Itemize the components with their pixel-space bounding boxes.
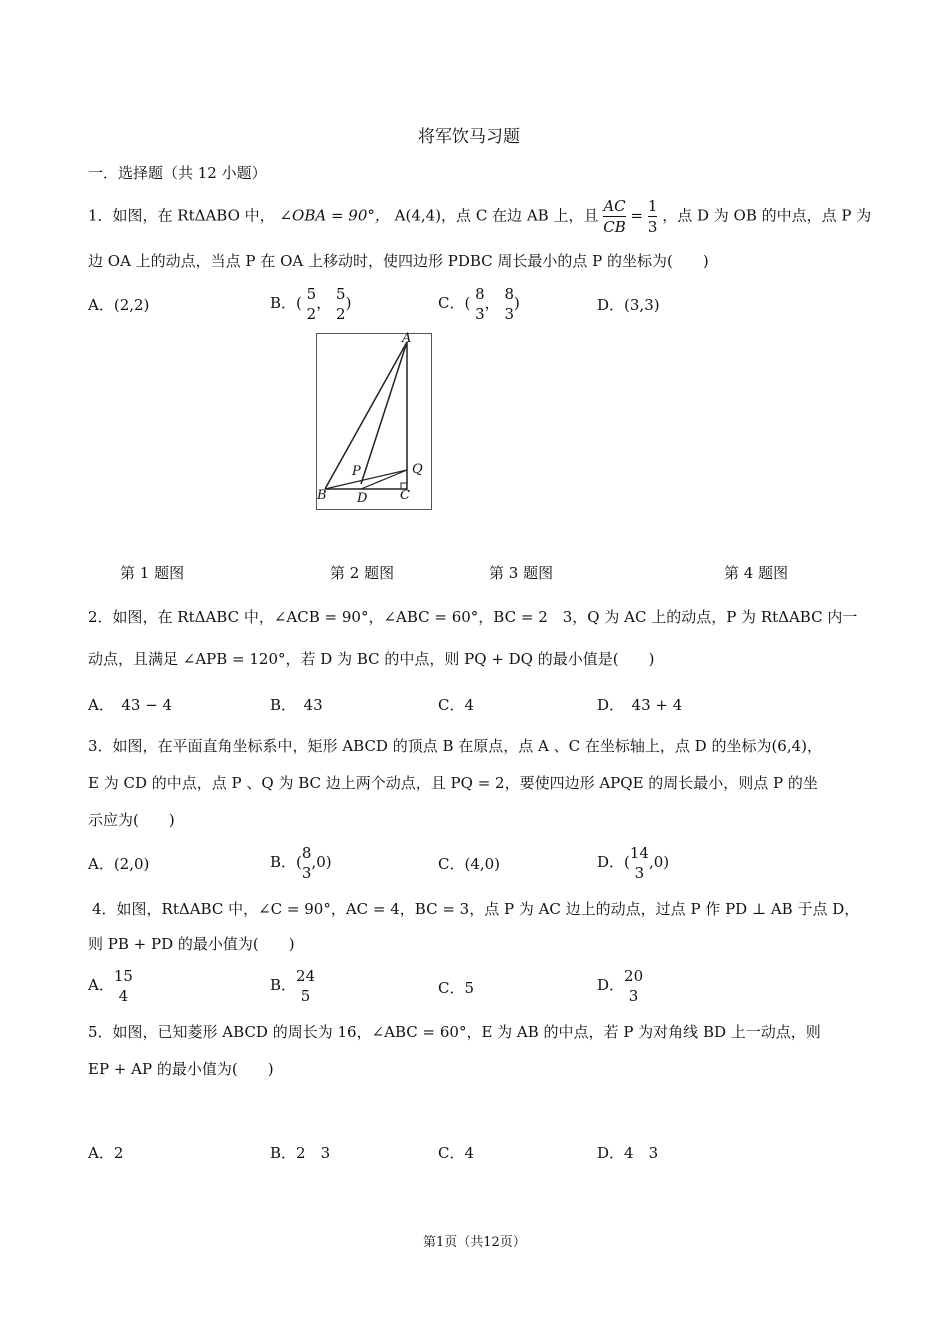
label-p: P [352, 464, 361, 479]
q1-angle: ∠OBA = 90°， [279, 206, 390, 225]
section-heading: 一．选择题（共 12 小题） [88, 164, 267, 182]
q3-option-a: A．(2,0) [88, 855, 150, 873]
q5-option-d: D．4 3 [597, 1144, 659, 1162]
q4-option-d [597, 966, 643, 1006]
q4-option-b [270, 966, 315, 1006]
q4-option-a-frac [114, 966, 133, 1006]
q1-fraction-den: CB [603, 218, 626, 236]
q1-option-c-mid: ， [484, 294, 500, 312]
q1-option-d-letter: D． [597, 296, 625, 314]
q1-option-b-frac2 [336, 284, 346, 324]
q4-option-d-letter: D． [597, 976, 625, 994]
page-footer: 第1页（共12页） [423, 1235, 526, 1250]
q4-option-b-letter: B． [270, 976, 297, 994]
q1-c-den1: 3 [475, 305, 485, 323]
q4-option-c-text: 5 [464, 979, 475, 997]
q3-b-num: 8 [301, 844, 312, 862]
q4-a-num: 15 [113, 967, 133, 985]
q3-option-b-letter: B．( [270, 853, 302, 871]
label-c: C [400, 488, 410, 503]
q1-option-a-text: (2,2) [113, 296, 150, 314]
q1-option-b-pre: ( [296, 294, 302, 312]
q5-line2: EP + AP 的最小值为( ) [88, 1060, 274, 1078]
q1-text-d: ，点 D 为 OB 的中点，点 P 为 [662, 206, 872, 225]
q3-d-num: 14 [629, 844, 649, 862]
q3-option-d-frac [630, 843, 649, 883]
q1-c-num2: 8 [504, 285, 515, 303]
line-bq [325, 470, 407, 489]
q1-fraction [603, 196, 626, 237]
q4-option-b-frac [296, 966, 315, 1006]
q1-b-den1: 2 [306, 305, 317, 323]
q2-option-a: A． 43 − 4 [88, 696, 173, 714]
q1-option-c [438, 284, 520, 324]
q1-b-num2: 5 [336, 285, 346, 303]
q4-option-d-frac [624, 966, 643, 1006]
q3-option-c: C．(4,0) [438, 855, 501, 873]
q4-option-c [438, 977, 474, 998]
q2-option-b: B． 43 [270, 696, 323, 714]
q2-line1: 2．如图，在 RtΔABC 中，∠ACB = 90°，∠ABC = 60°，BC = 2 3，Q 为 AC 上的动点，P 为 RtΔABC 内一 [88, 608, 858, 626]
label-d: D [357, 491, 368, 506]
q1-option-b-frac1 [307, 284, 317, 324]
q1-fraction2 [648, 196, 658, 237]
q4-b-num: 24 [296, 967, 316, 985]
q1-option-a-letter: A． [88, 296, 114, 314]
q1-option-a [88, 294, 149, 315]
q1-option-b-post: ) [345, 294, 352, 312]
q3-line2: E 为 CD 的中点，点 P 、Q 为 BC 边上两个动点，且 PQ = 2，要使四边形 APQE 的周长最小，则点 P 的坐 [88, 774, 818, 792]
q3-line1: 3．如图，在平面直角坐标系中，矩形 ABCD 的顶点 B 在原点，点 A 、C 在坐标轴上，点 D 的坐标为(6,4)， [88, 737, 823, 755]
q1-option-b-letter: B． [270, 294, 297, 312]
q1-option-c-letter: C． [438, 294, 465, 312]
q5-option-a: A．2 [88, 1144, 124, 1162]
q3-option-b-frac [302, 843, 312, 883]
q3-line3: 示应为( ) [88, 811, 175, 829]
caption-1: 第 1 题图 [120, 564, 185, 582]
q1-option-b-mid: ， [316, 294, 332, 312]
q2-option-d: D． 43 + 4 [597, 696, 683, 714]
caption-2: 第 2 题图 [330, 564, 395, 582]
q3-option-d-post: ,0) [648, 853, 670, 871]
q1-line1 [88, 196, 871, 237]
page-title: 将军饮马习题 [418, 127, 520, 147]
geometry-figure [316, 333, 432, 510]
q1-line2: 边 OA 上的动点，当点 P 在 OA 上移动时，使四边形 PDBC 周长最小的点 P 的坐标为( ) [88, 252, 709, 270]
q1-c-num1: 8 [475, 285, 485, 303]
q1-eq: = [630, 206, 644, 225]
q1-option-c-frac1 [475, 284, 485, 324]
q4-d-den: 3 [628, 987, 639, 1005]
q1-option-d-text: (3,3) [624, 296, 660, 314]
q1-text-c: A(4,4)，点 C 在边 AB 上，且 [394, 206, 599, 225]
q1-b-den2: 2 [336, 305, 346, 323]
q1-option-b [270, 284, 351, 324]
q2-option-c: C．4 [438, 696, 475, 714]
q1-fraction2-num: 1 [647, 197, 658, 215]
q3-option-d [597, 843, 669, 883]
q4-option-a [88, 966, 133, 1006]
q1-option-c-post: ) [514, 294, 520, 312]
caption-4: 第 4 题图 [724, 564, 789, 582]
q4-option-a-letter: A． [88, 976, 114, 994]
q3-b-den: 3 [301, 864, 312, 882]
label-q: Q [412, 462, 423, 477]
q4-b-den: 5 [300, 987, 311, 1005]
q1-fraction2-den: 3 [647, 218, 658, 236]
q1-b-num1: 5 [306, 285, 317, 303]
q3-option-b [270, 843, 332, 883]
q5-option-b: B．2 3 [270, 1144, 331, 1162]
label-a: A [402, 331, 412, 346]
q1-fraction-num: AC [603, 197, 626, 215]
q1-text-a: 1．如图，在 RtΔABO 中， [88, 206, 275, 225]
label-b: B [317, 488, 327, 503]
q2-line2: 动点，且满足 ∠APB = 120°，若 D 为 BC 的中点，则 PQ + DQ 的最小值是( ) [88, 650, 655, 668]
q4-line1: 4．如图，RtΔABC 中，∠C = 90°，AC = 4，BC = 3，点 P 为 AC 边上的动点，过点 P 作 PD ⊥ AB 于点 D， [92, 900, 860, 918]
q1-option-c-frac2 [504, 284, 514, 324]
q4-d-num: 20 [624, 967, 644, 985]
triangle-diagram [317, 334, 431, 509]
q5-option-c: C．4 [438, 1144, 475, 1162]
q4-a-den: 4 [118, 987, 129, 1005]
q5-line1: 5．如图，已知菱形 ABCD 的周长为 16，∠ABC = 60°，E 为 AB 的中点，若 P 为对角线 BD 上一动点，则 [88, 1023, 821, 1041]
q1-c-den2: 3 [504, 305, 515, 323]
q3-option-b-post: ,0) [311, 853, 332, 871]
q4-option-c-letter: C． [438, 979, 465, 997]
q1-option-d [597, 294, 660, 315]
caption-3: 第 3 题图 [489, 564, 554, 582]
q3-option-d-letter: D．( [597, 853, 630, 871]
q1-option-c-pre: ( [464, 294, 471, 312]
q3-d-den: 3 [634, 864, 645, 882]
q4-line2: 则 PB + PD 的最小值为( ) [88, 935, 295, 953]
